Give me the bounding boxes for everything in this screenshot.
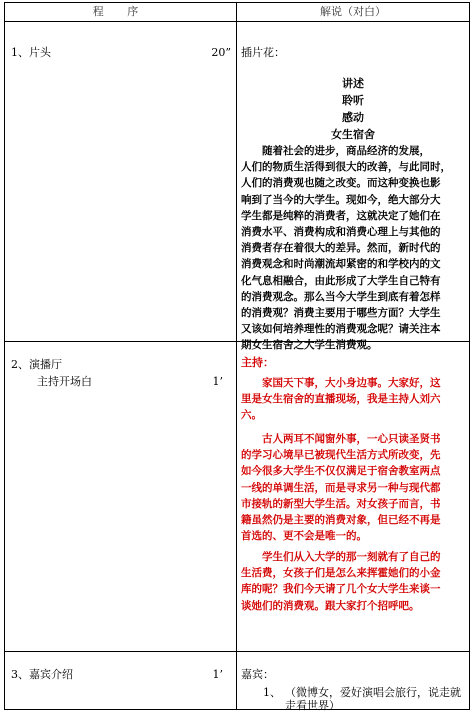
insert-label: 插片花： <box>241 46 285 59</box>
header-program: 程 序 <box>92 5 149 18</box>
guest-label: 嘉宾： <box>241 668 274 681</box>
header-narration: 解说（对白） <box>320 5 386 18</box>
paragraph-line: 的消费观？消费主要用于哪些方面？大学生 <box>241 306 441 319</box>
paragraph-line: 里是女生宿舍的直播现场，我是主持人刘六 <box>241 393 441 406</box>
guest-item-line: （微博女，爱好演唱会旅行，说走就 <box>285 686 461 699</box>
paragraph-line: 家国天下事，大小身边事。大家好，这 <box>241 377 441 389</box>
paragraph-line: 响到了当今的大学生。现如今，绝大部分大 <box>241 193 441 206</box>
row-program: 1、片头 <box>11 46 51 59</box>
guest-item-line: 走看世界） <box>285 699 340 712</box>
row-duration: 1’ <box>212 668 223 681</box>
center-line: 感动 <box>342 111 364 124</box>
row-divider <box>5 651 469 652</box>
paragraph-line: 人们的消费观也随之改变。而这种变换也影 <box>241 177 441 190</box>
paragraph-line: 化气息相融合，由此形成了大学生自己特有 <box>241 274 441 287</box>
host-label: 主持： <box>241 356 274 369</box>
row-duration: 1’ <box>212 375 223 388</box>
paragraph-line: 人们的物质生活得到很大的改善，与此同时， <box>241 161 451 174</box>
paragraph-line: 消费观念和时尚潮流却紧密的和学校内的文 <box>241 258 441 271</box>
guest-item-number: 1、 <box>263 686 281 699</box>
paragraph-line: 消费者存在着很大的差异。然而，新时代的 <box>241 242 441 255</box>
column-divider <box>236 3 237 709</box>
row-duration: 20” <box>211 46 231 59</box>
paragraph-line: 如今很多大学生不仅仅满足于宿舍教室两点 <box>241 465 441 478</box>
paragraph-line: 期女生宿舍之大学生消费观。 <box>241 339 378 352</box>
paragraph-line: 的消费观念。那么当今大学生到底有着怎样 <box>241 290 441 303</box>
center-line: 女生宿舍 <box>331 128 375 141</box>
host-paragraph-1 <box>241 375 467 424</box>
paragraph-line: 市接轨的新型大学生活。对女孩子而言，书 <box>241 497 441 510</box>
paragraph-line: 谈她们的消费观。跟大家打个招呼吧。 <box>241 599 420 612</box>
paragraph-line: 消费水平、消费构成和消费心理上与其他的 <box>241 225 441 238</box>
row-program: 2、演播厅 <box>11 358 62 371</box>
center-line: 聆听 <box>342 94 364 107</box>
script-table <box>4 2 470 710</box>
paragraph-line: 又该如何培养理性的消费观念呢？请关注本 <box>241 323 441 336</box>
paragraph-line: 生活费，女孩子们是怎么来挥霍她们的小金 <box>241 567 441 580</box>
row-divider <box>5 21 469 22</box>
paragraph-line: 随着社会的进步，商品经济的发展， <box>241 145 430 157</box>
insert-center-lines <box>241 75 465 143</box>
paragraph-line: 首选的、更不会是唯一的。 <box>241 530 367 543</box>
host-paragraph-3 <box>241 549 467 614</box>
host-paragraph-2 <box>241 431 467 544</box>
paragraph-line: 库的呢？我们今天请了几个女大学生来谈一 <box>241 583 441 596</box>
paragraph-line: 的学习心境早已被现代生活方式所改变，先 <box>241 449 441 462</box>
paragraph-line: 古人两耳不闻窗外事，一心只读圣贤书 <box>241 433 441 445</box>
paragraph-line: 一线的单调生活，而是寻求另一种与现代都 <box>241 481 441 494</box>
paragraph-line: 籍虽然仍是主要的消费对象，但已经不再是 <box>241 513 441 526</box>
paragraph-line: 六。 <box>241 409 262 422</box>
row-subtitle: 主持开场白 <box>37 375 92 388</box>
paragraph-line: 学生都是纯粹的消费者，这就决定了她们在 <box>241 209 441 222</box>
paragraph-line: 学生们从入大学的那一刻就有了自己的 <box>241 551 441 563</box>
center-line: 讲述 <box>342 77 364 90</box>
row-program: 3、嘉宾介绍 <box>11 668 73 681</box>
insert-paragraph <box>241 143 467 353</box>
